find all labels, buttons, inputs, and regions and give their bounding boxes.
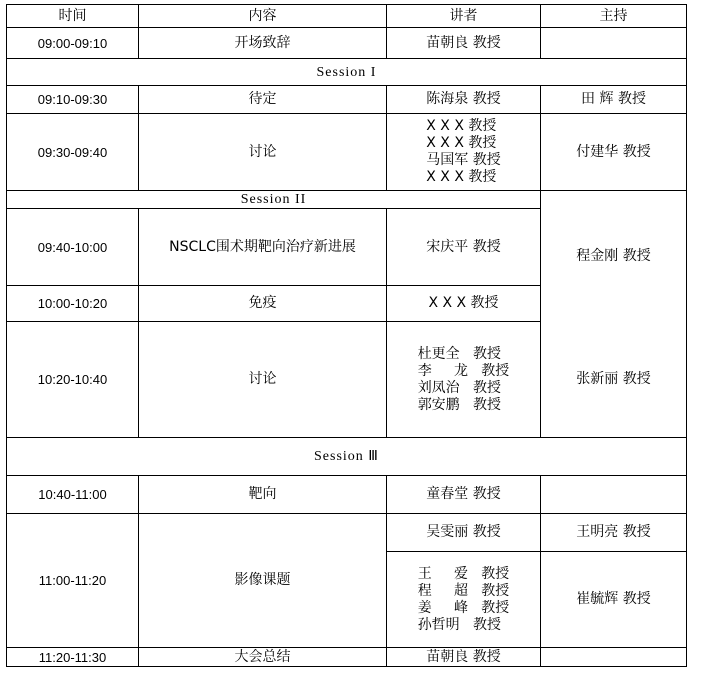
session-row [7,438,687,476]
speaker-list [426,118,500,186]
content-cell: 免疫 [139,286,387,322]
time-cell: 09:00-09:10 [7,28,139,59]
table-row [7,514,687,552]
time-cell: 09:40-10:00 [7,209,139,286]
session-label: Session I [7,59,687,86]
host-cell [541,28,687,59]
time-cell: 10:00-10:20 [7,286,139,322]
content-cell: 讨论 [139,322,387,438]
speaker-cell: 童春堂 教授 [387,476,541,514]
host-cell: 王明亮 教授 [541,514,687,552]
header-content: 内容 [139,5,387,28]
speaker-cell: 苗朝良 教授 [387,648,541,667]
session-row [7,59,687,86]
speaker-name: X X X 教授 [426,118,497,134]
speaker-name: X X X 教授 [426,135,497,151]
table-row [7,476,687,514]
speaker-list [418,566,510,634]
speaker-name: 郭安鹏 教授 [417,396,502,413]
speaker-name: 刘凤治 教授 [417,379,502,396]
content-cell: NSCLC围术期靶向治疗新进展 [139,209,387,286]
time-cell: 09:10-09:30 [7,86,139,114]
content-cell: 待定 [139,86,387,114]
schedule-table [6,4,687,667]
table-row [7,114,687,191]
speaker-name: 杜更全 教授 [417,345,502,362]
speaker-name: 王 爱 教授 [417,565,510,582]
host-cell [541,648,687,667]
speaker-cell [387,322,541,438]
content-cell: 讨论 [139,114,387,191]
host-cell [541,476,687,514]
time-cell: 10:40-11:00 [7,476,139,514]
header-host: 主持 [541,5,687,28]
header-speaker: 讲者 [387,5,541,28]
table-row [7,86,687,114]
table-row [7,322,687,438]
time-cell: 09:30-09:40 [7,114,139,191]
speaker-cell: 宋庆平 教授 [387,209,541,286]
speaker-cell: 陈海泉 教授 [387,86,541,114]
speaker-cell: 吴雯丽 教授 [387,514,541,552]
speaker-list [418,346,510,414]
speaker-name: 孙哲明 教授 [417,616,502,633]
session-label: Session II [7,191,541,209]
speaker-name: 马国军 教授 [426,152,501,168]
content-cell: 靶向 [139,476,387,514]
speaker-cell [387,114,541,191]
session-label: Session Ⅲ [7,438,687,476]
session-row [7,191,687,209]
speaker-cell: 苗朝良 教授 [387,28,541,59]
speaker-name: 姜 峰 教授 [417,599,510,616]
time-cell: 11:20-11:30 [7,648,139,667]
host-cell: 张新丽 教授 [541,322,687,438]
speaker-cell: X X X 教授 [387,286,541,322]
header-time: 时间 [7,5,139,28]
header-row [7,5,687,28]
content-cell: 影像课题 [139,514,387,648]
speaker-cell [387,552,541,648]
table-row [7,28,687,59]
speaker-name: 李 龙 教授 [417,362,510,379]
host-cell: 崔毓辉 教授 [541,552,687,648]
speaker-name: X X X 教授 [426,169,497,185]
time-cell: 10:20-10:40 [7,322,139,438]
time-cell: 11:00-11:20 [7,514,139,648]
speaker-name: 程 超 教授 [417,582,510,599]
host-cell: 程金刚 教授 [541,191,687,322]
content-cell: 开场致辞 [139,28,387,59]
table-row [7,648,687,667]
host-cell: 田 辉 教授 [541,86,687,114]
host-cell: 付建华 教授 [541,114,687,191]
content-cell: 大会总结 [139,648,387,667]
